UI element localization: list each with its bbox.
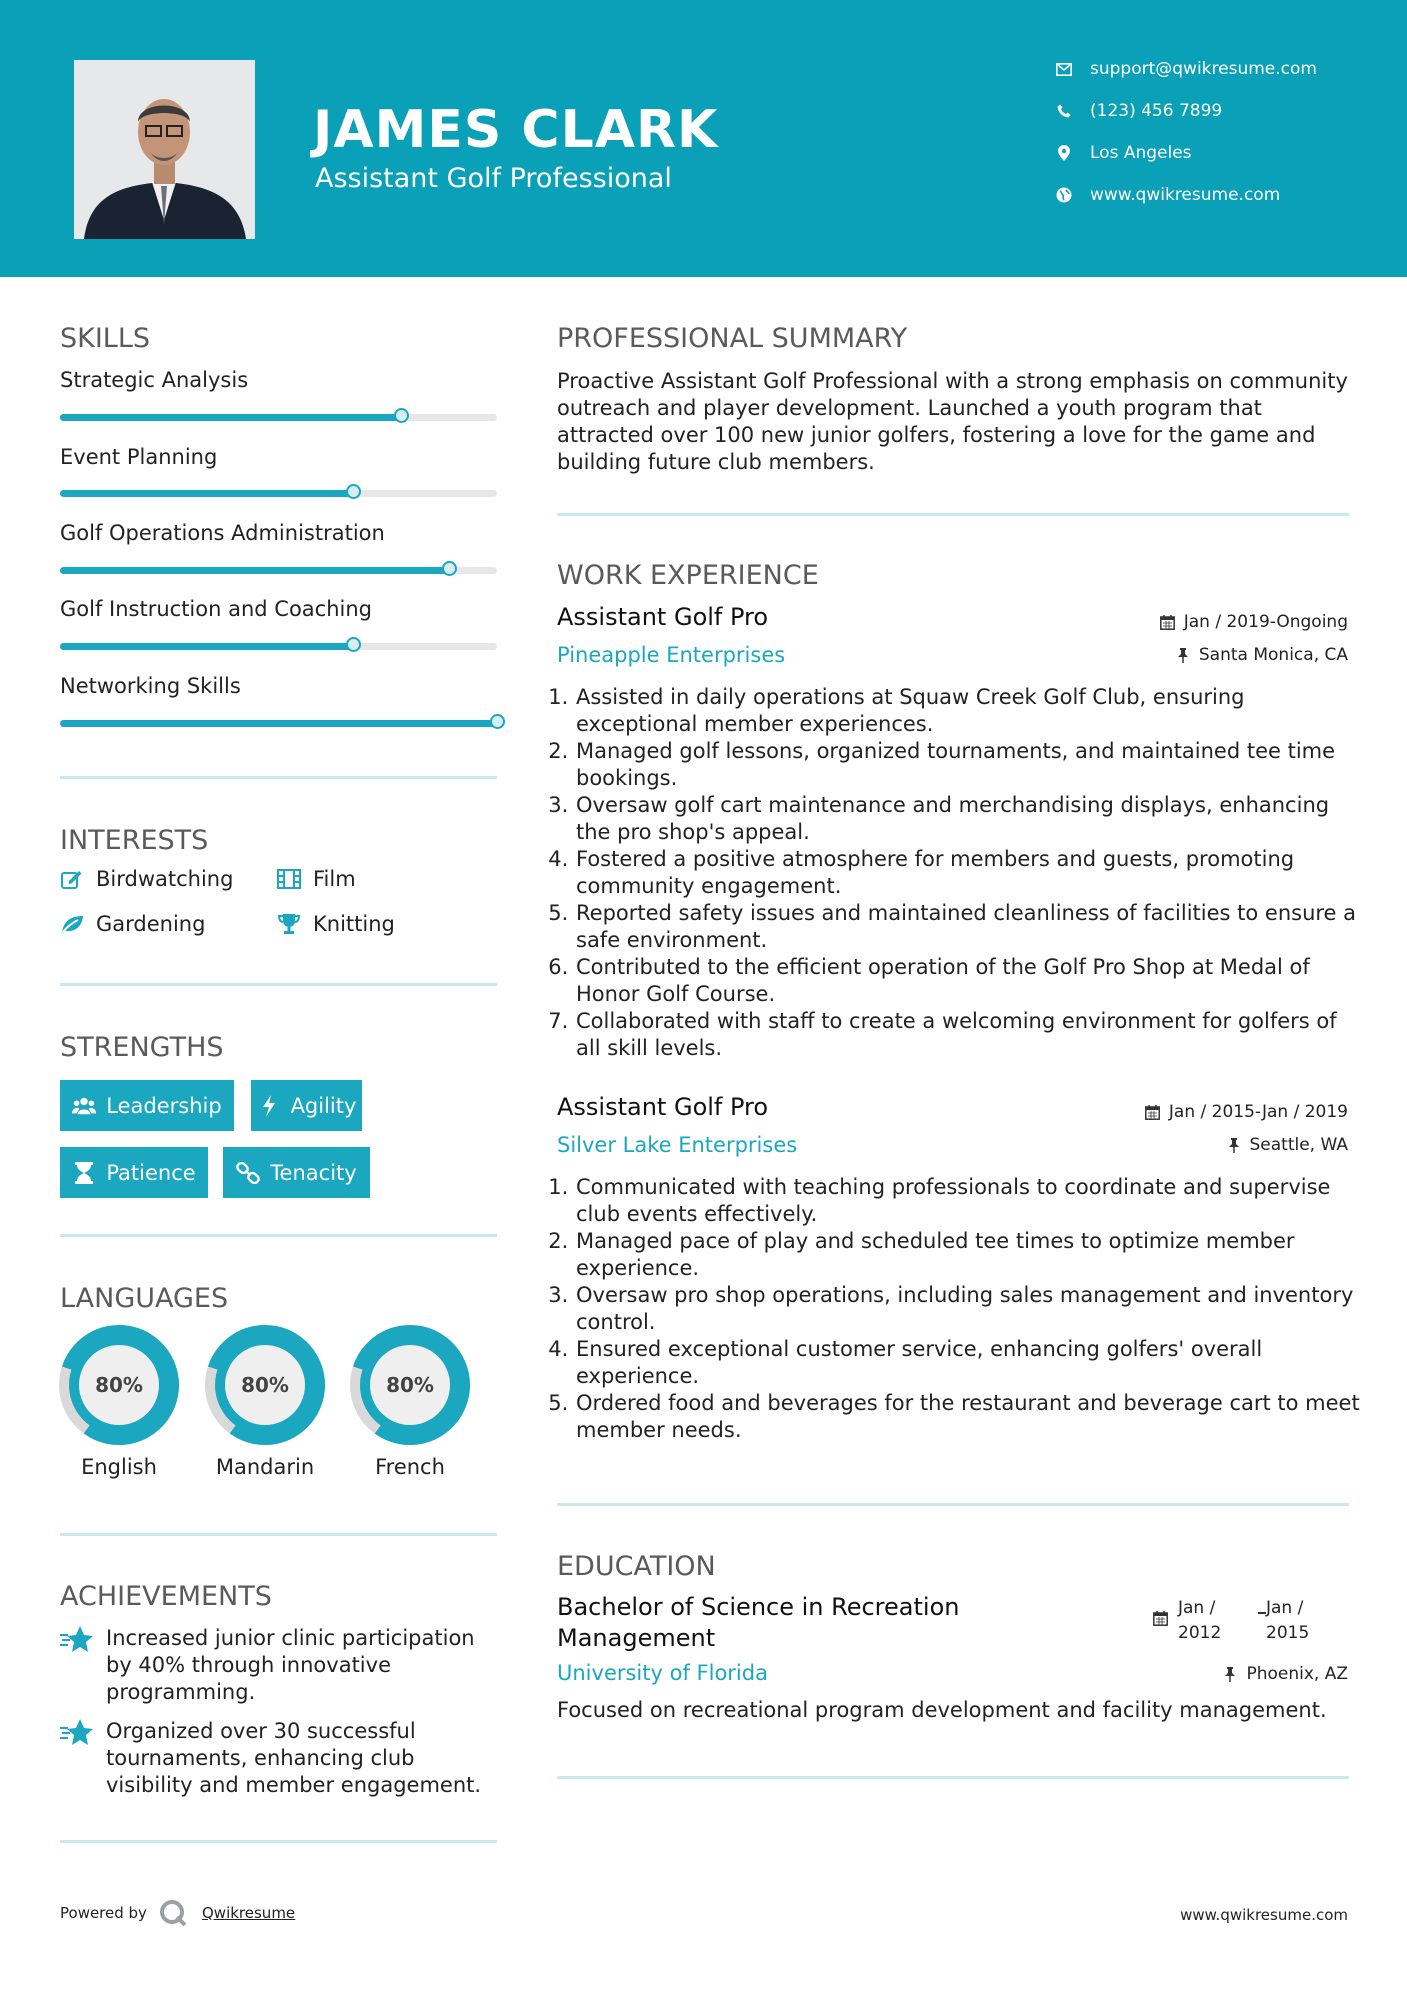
skill-bar-knob [490, 714, 505, 729]
achievement-item [60, 1718, 500, 1799]
education-description: Focused on recreational program development and facility management. [557, 1698, 1327, 1722]
duty-item: 6. Contributed to the efficient operation of the Golf Pro Shop at Medal of Honor Golf Course. [575, 954, 1365, 1008]
language-item [205, 1325, 325, 1479]
duty-item: 2. Managed golf lessons, organized tournaments, and maintained tee time bookings. [575, 738, 1365, 792]
duty-item: 5. Reported safety issues and maintained cleanliness of facilities to ensure a safe environment. [575, 900, 1365, 954]
language-name: Mandarin [215, 1455, 315, 1479]
star-icon [60, 1623, 94, 1657]
section-divider [557, 1503, 1349, 1506]
duty-item: 5. Ordered food and beverages for the restaurant and beverage cart to meet member needs. [575, 1390, 1365, 1444]
language-item [350, 1325, 470, 1479]
skill-bar [60, 720, 497, 727]
contact-website-text: www.qwikresume.com [1090, 185, 1281, 205]
job-dates [1160, 612, 1348, 632]
strength-label: Patience [106, 1160, 196, 1185]
company-name: Silver Lake Enterprises [557, 1133, 798, 1157]
interest-item [60, 912, 205, 936]
experience-heading: WORK EXPERIENCE [557, 560, 819, 591]
job-title: Assistant Golf Pro [557, 603, 769, 631]
interest-item [60, 867, 233, 891]
pushpin-icon [1222, 1666, 1238, 1682]
phone-icon [1055, 102, 1073, 120]
interest-label: Gardening [96, 912, 206, 936]
job-title: Assistant Golf Pro [557, 1093, 769, 1121]
job-duties-list [557, 1174, 1365, 1444]
job-location [1175, 645, 1348, 665]
skill-bar-knob [394, 408, 409, 423]
strength-tag [60, 1080, 234, 1131]
skill-bar [60, 490, 497, 497]
duty-item: 7. Collaborated with staff to create a welcoming environment for golfers of all skill levels. [575, 1008, 1365, 1062]
pushpin-icon [1175, 647, 1191, 663]
skill-bar-knob [442, 561, 457, 576]
footer-url[interactable]: www.qwikresume.com [1180, 1906, 1348, 1924]
skill-label: Event Planning [60, 445, 218, 469]
language-percent: 80% [386, 1373, 434, 1397]
strengths-heading: STRENGTHS [60, 1032, 224, 1063]
end-month: Jan / [1266, 1598, 1304, 1618]
strength-tag [60, 1147, 208, 1198]
qwikresume-link[interactable]: Qwikresume [202, 1904, 296, 1922]
achievement-text: Increased junior clinic participation by 40% through innovative programming. [106, 1626, 475, 1704]
interest-item [277, 867, 356, 891]
degree-title: Bachelor of Science in Recreation Management [557, 1593, 960, 1652]
skill-bar-fill [60, 567, 449, 574]
skill-bar-fill [60, 490, 353, 497]
strength-tag [223, 1147, 370, 1198]
section-divider [60, 1533, 497, 1536]
summary-text: Proactive Assistant Golf Professional with a strong emphasis on community outreach and player development. Launched a youth program that attracted over 100 new junior golfers, fostering a love for the game and building future club members. [557, 369, 1348, 474]
language-ring [350, 1325, 470, 1445]
users-icon [72, 1094, 96, 1118]
skill-bar [60, 567, 497, 574]
star-icon [60, 1716, 94, 1750]
profile-photo [74, 60, 255, 239]
education-location [1222, 1664, 1348, 1684]
skill-bar [60, 643, 497, 650]
contact-location-text: Los Angeles [1090, 143, 1192, 163]
job-dates [1145, 1102, 1348, 1122]
job-location-text: Seattle, WA [1249, 1135, 1348, 1155]
job-location [1226, 1135, 1349, 1155]
skill-label: Golf Instruction and Coaching [60, 597, 372, 621]
duty-item: 3. Oversaw pro shop operations, including sales management and inventory control. [575, 1282, 1365, 1336]
film-icon [277, 867, 301, 891]
calendar-icon [1145, 1104, 1161, 1120]
pushpin-icon [1226, 1137, 1242, 1153]
achievement-text: Organized over 30 successful tournaments, enhancing club visibility and member engagement. [106, 1719, 482, 1797]
start-year: 2012 [1178, 1623, 1222, 1643]
language-percent: 80% [95, 1373, 143, 1397]
languages-heading: LANGUAGES [60, 1283, 229, 1314]
skill-bar-fill [60, 643, 353, 650]
skill-bar-knob [346, 637, 361, 652]
section-divider [60, 983, 497, 986]
skill-bar-fill [60, 414, 401, 421]
envelope-icon [1055, 60, 1073, 78]
edit-icon [60, 867, 84, 891]
trophy-icon [277, 912, 301, 936]
section-divider [60, 1234, 497, 1237]
calendar-icon [1160, 614, 1176, 630]
skill-label: Golf Operations Administration [60, 521, 385, 545]
section-divider [557, 513, 1349, 516]
achievement-item [60, 1625, 500, 1706]
candidate-name: JAMES CLARK [313, 100, 719, 160]
achievements-heading: ACHIEVEMENTS [60, 1581, 272, 1612]
interest-label: Knitting [313, 912, 395, 936]
section-divider [60, 776, 497, 779]
calendar-icon [1153, 1611, 1169, 1627]
education-location-text: Phoenix, AZ [1246, 1664, 1348, 1684]
contact-location[interactable] [1055, 138, 1355, 168]
language-name: English [81, 1455, 157, 1479]
skill-label: Networking Skills [60, 674, 241, 698]
language-item [59, 1325, 179, 1479]
duty-item: 3. Oversaw golf cart maintenance and merchandising displays, enhancing the pro shop's appeal. [575, 792, 1365, 846]
company-name: Pineapple Enterprises [557, 643, 786, 667]
strength-label: Agility [290, 1093, 357, 1118]
bolt-icon [257, 1094, 281, 1118]
duty-item: 4. Fostered a positive atmosphere for members and guests, promoting community engagement. [575, 846, 1365, 900]
education-start-date [1178, 1596, 1221, 1646]
date-dash [1258, 1612, 1266, 1614]
skill-bar [60, 414, 497, 421]
skill-bar-knob [346, 484, 361, 499]
contact-website[interactable] [1055, 180, 1355, 210]
language-percent: 80% [241, 1373, 289, 1397]
summary-heading: PROFESSIONAL SUMMARY [557, 323, 908, 354]
strength-tag [251, 1080, 362, 1131]
strength-label: Leadership [106, 1093, 222, 1118]
section-divider [557, 1776, 1349, 1779]
end-year: 2015 [1266, 1623, 1310, 1643]
job-duties-list [557, 684, 1365, 1062]
skill-label: Strategic Analysis [60, 368, 249, 392]
map-pin-icon [1055, 144, 1073, 162]
education-heading: EDUCATION [557, 1551, 716, 1582]
job-location-text: Santa Monica, CA [1198, 645, 1348, 665]
globe-icon [1055, 186, 1073, 204]
duty-item: 4. Ensured exceptional customer service, enhancing golfers' overall experience. [575, 1336, 1365, 1390]
candidate-title: Assistant Golf Professional [315, 163, 672, 194]
language-ring [59, 1325, 179, 1445]
skills-heading: SKILLS [60, 323, 151, 354]
strength-label: Tenacity [270, 1160, 357, 1185]
language-name: French [375, 1455, 445, 1479]
interest-label: Film [313, 867, 356, 891]
language-ring [205, 1325, 325, 1445]
school-name: University of Florida [557, 1661, 768, 1685]
contact-phone-text: (123) 456 7899 [1090, 101, 1223, 121]
job-dates-text: Jan / 2015-Jan / 2019 [1168, 1102, 1348, 1122]
powered-by-label: Powered by [60, 1904, 147, 1922]
interest-item [277, 912, 395, 936]
contact-email[interactable] [1055, 54, 1355, 84]
duty-item: 2. Managed pace of play and scheduled tee times to optimize member experience. [575, 1228, 1365, 1282]
contact-phone[interactable] [1055, 96, 1355, 126]
link-icon [236, 1161, 260, 1185]
section-divider [60, 1840, 497, 1843]
interests-heading: INTERESTS [60, 825, 209, 856]
leaf-icon [60, 912, 84, 936]
job-dates-text: Jan / 2019-Ongoing [1183, 612, 1348, 632]
hourglass-icon [72, 1161, 96, 1185]
education-end-date [1266, 1596, 1309, 1646]
duty-item: 1. Assisted in daily operations at Squaw Creek Golf Club, ensuring exceptional member experiences. [575, 684, 1365, 738]
qwikresume-logo-icon [158, 1898, 188, 1928]
contact-email-text: support@qwikresume.com [1090, 59, 1317, 79]
start-month: Jan / [1178, 1598, 1216, 1618]
duty-item: 1. Communicated with teaching professionals to coordinate and supervise club events effectively. [575, 1174, 1365, 1228]
skill-bar-fill [60, 720, 497, 727]
interest-label: Birdwatching [96, 867, 234, 891]
